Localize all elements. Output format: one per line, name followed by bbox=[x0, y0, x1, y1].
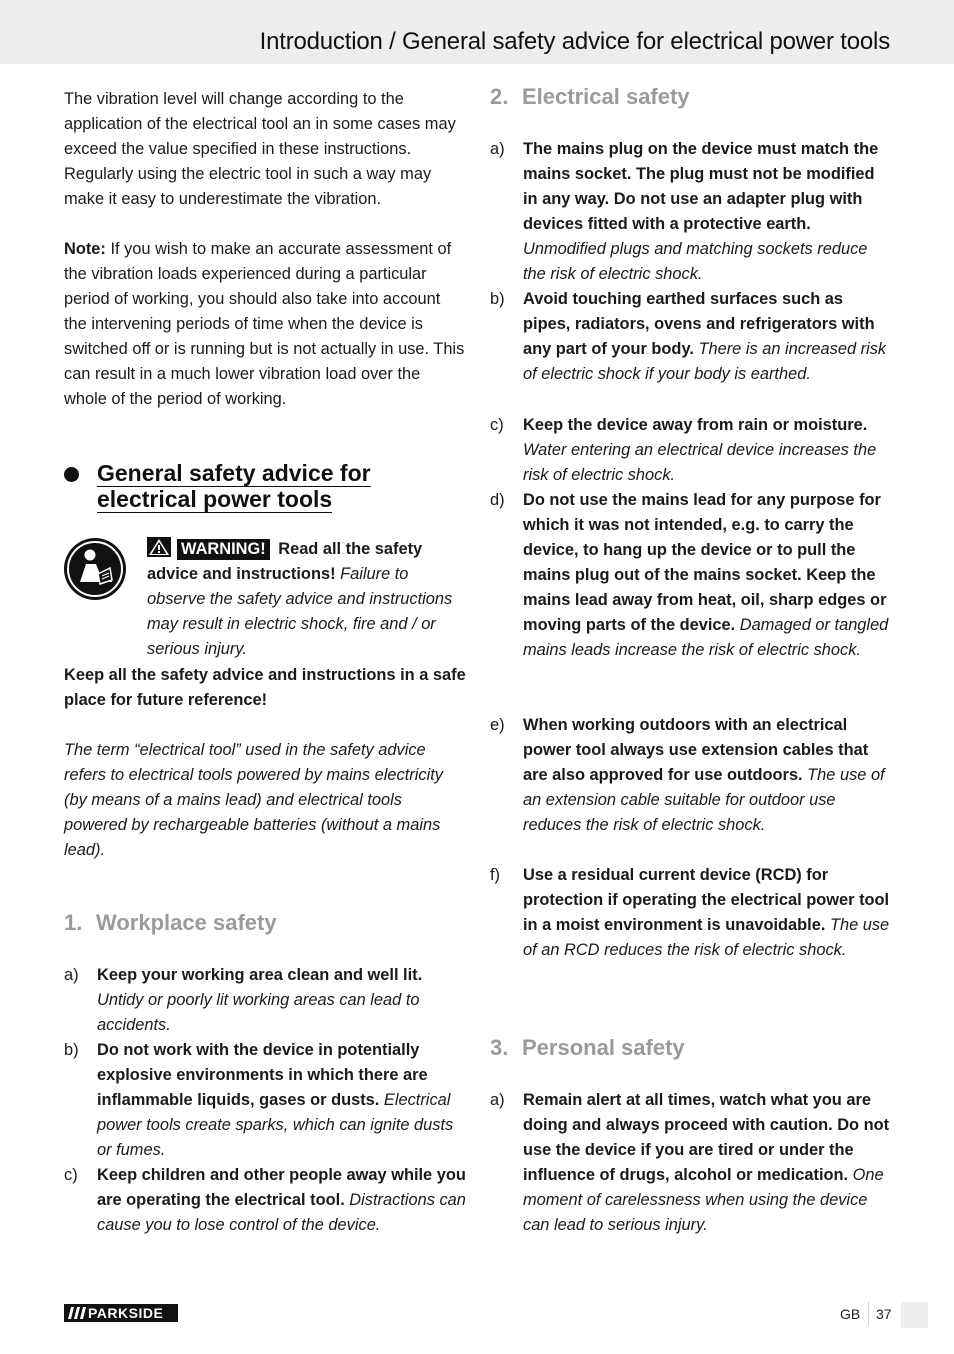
warning-badge: WARNING! bbox=[177, 539, 270, 560]
logo-stripes-icon bbox=[68, 1307, 86, 1319]
note-paragraph bbox=[64, 237, 466, 412]
warning-block bbox=[64, 537, 466, 662]
electrical-safety-heading: 2. Electrical safety bbox=[490, 84, 690, 109]
page-number: 37 bbox=[876, 1306, 892, 1322]
workplace-item-c: c) Keep children and other people away while you are operating the electrical tool. Distractions can cause you to lose control of the device. bbox=[64, 1166, 466, 1234]
note-text: If you wish to make an accurate assessment of the vibration loads experienced during a particular period of working, you should also take into account the intervening periods of time when the device is switched off or is running but is not actually in use. This can result in a much lower vibration load over the whole of the period of working. bbox=[64, 240, 465, 408]
workplace-item-a: a) Keep your working area clean and well lit. Untidy or poorly lit working areas can lead to accidents. bbox=[64, 966, 423, 1034]
language-code: GB bbox=[840, 1306, 861, 1322]
page-title: Introduction / General safety advice for electrical power tools bbox=[259, 28, 890, 55]
workplace-safety-heading: 1. Workplace safety bbox=[64, 910, 277, 935]
personal-safety-heading: 3. Personal safety bbox=[490, 1035, 685, 1060]
footer-divider bbox=[868, 1302, 869, 1326]
term-note-paragraph: The term “electrical tool” used in the safety advice refers to electrical tools powered by mains electricity (by means of a mains lead) and electrical tools powered by rechargeable batteries (without a mains lead). bbox=[64, 741, 443, 859]
brand-logo: PARKSIDE bbox=[64, 1304, 178, 1322]
warning-bold-text: Read all the safety advice and instructions! bbox=[147, 540, 423, 583]
footer-tab bbox=[901, 1302, 928, 1328]
note-label: Note: bbox=[64, 240, 106, 258]
warning-triangle-icon bbox=[147, 537, 171, 557]
workplace-item-b: b) Do not work with the device in potentially explosive environments in which there are inflammable liquids, gases or dusts. Electrical power tools create sparks, which can ignite dusts or fumes. bbox=[64, 1041, 454, 1159]
warning-italic-text: Failure to observe the safety advice and instructions may result in electric shock, fire and / or serious injury. bbox=[147, 565, 453, 658]
bullet-icon bbox=[64, 467, 79, 482]
keep-advice-paragraph: Keep all the safety advice and instructions in a safe place for future reference! bbox=[64, 666, 466, 709]
intro-paragraph: The vibration level will change according to the application of the electrical tool an in some cases may exceed the value specified in these instructions. Regularly using the electric tool in such a way may make it easy to underestimate the vibration. bbox=[64, 90, 456, 208]
general-safety-title: General safety advice for electrical power tools bbox=[97, 460, 371, 512]
